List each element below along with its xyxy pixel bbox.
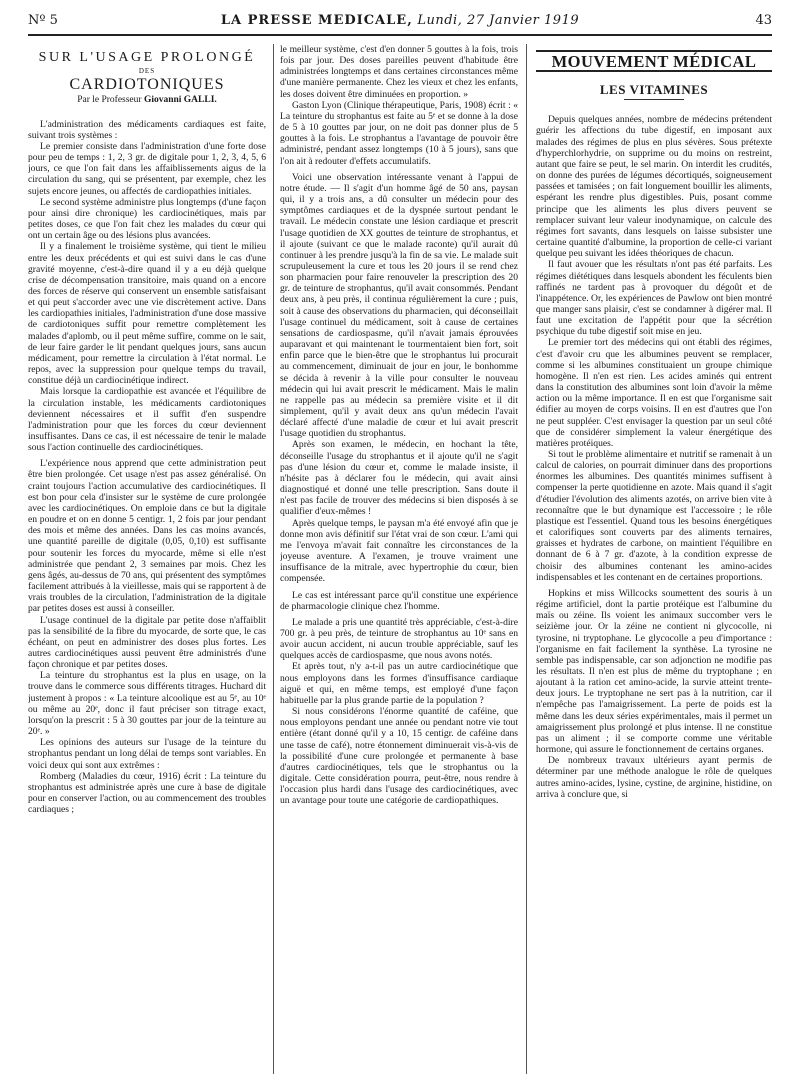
paragraph: Il faut avouer que les résultats n'ont pas été parfaits. Les régimes diététiques dans lesquels abondent les féculents bien raffinés ne tardent pas à provoquer du dégoût et de l'inappétence. Or, les expériences de Pawlow ont bien montré que manger sans plaisir, c'est se condamner à digérer mal. Il faut une excitation de l'appétit pour que la sécrétion psychique du tube digestif soit mise en jeu. xyxy=(536,259,772,338)
paragraph: L'administration des médicaments cardiaques est faite, suivant trois systèmes : xyxy=(28,118,266,141)
article-author: Par le Professeur Giovanni GALLI. xyxy=(77,95,217,106)
page-number: 43 xyxy=(755,12,772,28)
issue-number: Nº 5 xyxy=(28,12,58,28)
paragraph: Si nous considérons l'énorme quantité de caféine, que nous employons pendant une année ou pendant notre vie tout entière (étant donné qu'il y a 10, 15 centigr. de caféine dans une tasse de café), notre étonnement diminuerait vis-à-vis de la possibilité d'une cure prolongée et permanente à base d'autres cardiocinétiques, tels que le strophantus ou la digitale. Cette considération pourra, peut-être, nous rendre à l'occasion plus hardi dans l'usage des cardiocinétiques, avec un avantage pour toute une catégorie de cardiopathiques. xyxy=(280,706,518,807)
paragraph: Après son examen, le médecin, en hochant la tête, déconseille l'usage du strophantus et il ajoute qu'il ne s'agit pas d'une lésion du cœur et, comme le malade insiste, il n'hésite pas à déclarer fou le médecin, qui avait ainsi diagnostiqué et donné une telle prescription. Sans doute il n'est pas facile de trouver des médecins si bien disposés à se qualifier d'eux-mêmes ! xyxy=(280,439,518,518)
paragraph: L'expérience nous apprend que cette administration peut être bien prolongée. Cet usage n'est pas assez généralisé. On craint toujours l'action accumulative des cardiocinétiques. Il est bon pour cela d'insister sur le système de cure prolongée avec les cardiocinétiques. On emploie dans ce but la digitale en poudre et on en donne 5 centigr. 1, 2 fois par jour pendant des mois et même des années. Dans les cas moins avancés, une quantité pareille de digitale (0,05, 0,10) est suffisante pour soutenir les forces du myocarde, même si elle n'est administrée que pendant 2, 3 semaines par mois. Chez les gens âgés, au-dessus de 70 ans, qui présentent des symptômes facilement attribués à la vieillesse, mais qui se rapportent à de vrais troubles de la circulation, l'administration de la digitale par petites doses est aussi à conseiller. xyxy=(28,458,266,615)
article-subtitle: LES VITAMINES xyxy=(599,82,709,98)
article-title-line2: CARDIOTONIQUES xyxy=(69,76,225,94)
column-divider xyxy=(526,44,527,1074)
paragraph: Gaston Lyon (Clinique thérapeutique, Paris, 1908) écrit : « La teinture du strophantus est faite au 5ᵉ et se donne à la dose de 5 à 10 gouttes par jour, on ne doit pas donner plus de 5 gouttes à la fois. Le strophantus a l'avantage de pouvoir être administré, pendant assez longtemps (10 à 5 jours), sans que l'on ait à redouter d'effets accumulatifs. xyxy=(280,99,518,167)
paragraph: Après quelque temps, le paysan m'a été envoyé afin que je donne mon avis définitif sur l'état vrai de son cœur. L'ami qui me l'envoya m'avait fait connaître les circonstances de la joyeuse aventure. A l'examen, je trouve vraiment une insuffisance de la mitrale, avec hypertrophie du cœur, bien compensée. xyxy=(280,517,518,585)
paragraph: Il y a finalement le troisième système, qui tient le milieu entre les deux précédents et qui est suivi dans le cas d'une gravité moyenne, c'est-à-dire quand il y a eu déjà quelque crise de décompensation transitoire, mais quand on a encore des forces de réserve qui conservent un ensemble satisfaisant et qui peut s'accorder avec une vie discrètement active. Dans les cardiopathies initiales, l'administration d'une dose massive de cardiotoniques suffit pour remettre complètement les malades d'aplomb, ou il peut même suffire, comme on le sait, de leur faire garder le lit pendant quelques jours, sans aucun médicament, pour remettre la circulation à l'état normal. Le repos, avec la suppression pour quelque temps du travail, constitue déjà un cardiocinétique indirect. xyxy=(28,241,266,387)
column-2 xyxy=(280,44,518,1076)
paragraph: Voici une observation intéressante venant à l'appui de notre étude. — Il s'agit d'un homme âgé de 50 ans, paysan qui, il y a trois ans, a dû consulter un médecin pour des symptômes cardiaques et de la dyspnée surtout pendant le travail. Le médecin constate une lésion cardiaque et prescrit l'usage quotidien de XX gouttes de teinture de strophantus, et il ajoute (suivant ce que le malade raconte) qu'il aurait dû continuer à les prendre jusqu'à la fin de sa vie. Le malade suit scrupuleusement la cure et tous les 20 jours il se rend chez son pharmacien pour faire renouveler la prescription des 20 gr. de teinture de strophantus, qu'il avait consommés. Pendant deux ans, à peu près, il continua régulièrement la cure ; puis, soit à cause des observations du pharmacien, qui déconseillait l'usage continuel du médicament, soit à cause de certaines sensations de cardiospasme, qu'il n'avait jamais éprouvées auparavant et qui maintenant le tourmentaient bien fort, soit enfin parce que le bien-être que le strophantus lui procurait au commencement, diminuait de jour en jour, le bonhomme se décida à revenir à la ville pour consulter le nouveau médecin qui lui avait prescrit le médicament. Mais le malin ne rappelle pas au médecin sa première visite et il dit simplement, qu'il y avait deux ans qu'un médecin l'avait déclaré affecté d'une maladie de cœur et lui avait prescrit l'usage quotidien du strophantus. xyxy=(280,171,518,440)
paragraph: L'usage continuel de la digitale par petite dose n'affaiblit pas la sensibilité de la fibre du myocarde, de sorte que, le cas échéant, on peut en administrer des doses plus fortes. Les autres cardiocinétiques aussi peuvent être administrés d'une façon chronique et par petites doses. xyxy=(28,614,266,671)
issue-date: Lundi, 27 Janvier 1919 xyxy=(412,12,580,28)
paragraph: Le cas est intéressant parce qu'il constitue une expérience de pharmacologie clinique chez l'homme. xyxy=(280,589,518,612)
article-title-line1: SUR L'USAGE PROLONGÉ xyxy=(38,50,256,65)
paragraph: Les opinions des auteurs sur l'usage de la teinture du strophantus pendant un long délai de temps sont variables. En voici deux qui sont aux extrêmes : xyxy=(28,737,266,771)
paragraph: Romberg (Maladies du cœur, 1916) écrit : La teinture du strophantus est administrée après une cure à base de digitale pour en conserver l'action, ou au commencement des troubles cardiaques ; xyxy=(28,770,266,816)
paragraph: Hopkins et miss Willcocks soumettent des souris à un régime artificiel, dont la partie protéique est l'albumine du maïs ou zéine. Ils voient les animaux succomber vers le seizième jour. Or la zéine ne contient ni glycocolle, ni tyrosine, ni tryptophane. Le glycocolle a peu d'importance : l'organisme en fait facilement la synthèse. La tyrosine ne semble pas indispensable, car son adjonction ne modifie pas les résultats. Il n'en est plus de même du tryptophane ; en ajoutant à la ration cet amino-acide, la survie atteint trente-deux jours. Le tryptophane ne sert pas à la nutrition, car il n'empêche pas l'amaigrissement. La perte de poids est la même dans les deux séries expérimentales, mais il permet un amaigrissement plus prolongé et plus intense. Il ne constitue pas un aliment ; il se comporte comme une véritable hormone, qui assure le fonctionnement de certains organes. xyxy=(536,587,772,756)
paragraph: Le premier tort des médecins qui ont établi des régimes, c'est d'avoir cru que les albumines peuvent se remplacer, comme si les albumines constituaient un groupe chimique homogène. Il n'en est rien. Les acides aminés qui entrent dans la constitution des albumines sont loin d'avoir la même action ou la même importance. Il en est que l'organisme sait édifier au moyen de corps voisins. Il en est d'autres que l'on ne peut suppléer. C'est envisager la question par un seul côté que de considérer simplement la valeur énergétique des matières protéiques. xyxy=(536,337,772,449)
journal-name: LA PRESSE MEDICALE, xyxy=(220,12,413,28)
paragraph: Mais lorsque la cardiopathie est avancée et l'équilibre de la circulation instable, les médicaments cardiotoniques deviennent nécessaires et il suffit d'en suspendre l'administration pour que les forces du cœur deviennent insuffisantes. Dans ce cas, il est nécessaire de tenir le malade sous l'action continuelle des cardiocinétiques. xyxy=(28,386,266,454)
paragraph: Si tout le problème alimentaire et nutritif se ramenait à un calcul de calories, on pourrait diminuer dans des proportions énormes les albumines. Des quantités minimes suffisent à compenser la perte quotidienne en azote. Mais quand il s'agit d'étudier l'évolution des aliments azotés, on arrive bien vite à reconnaître que le but dynamique est l'accessoire ; le rôle plastique est l'essentiel. Quand tous les besoins énergétiques et calorifiques sont couverts par des aliments ternaires, graisses et hydrates de carbone, on maintient l'équilibre en donnant de 6 à 7 gr. d'azote, à la condition expresse de choisir des albumines contenant les amino-acides indispensables et les contenant en de certaines proportions. xyxy=(536,449,772,583)
paragraph: Et après tout, n'y a-t-il pas un autre cardiocinétique que nous employons dans les formes d'insuffisance cardiaque aiguë et qui, en même temps, est employé d'une façon habituelle par la plus grande partie de la population ? xyxy=(280,661,518,706)
column-1 xyxy=(28,44,266,1076)
title-rule xyxy=(624,99,684,100)
paragraph: La teinture du strophantus est la plus en usage, on la trouve dans le commerce sous différents titrages. Huchard dit justement à propos : « La teinture alcoolique est au 5ᵉ, au 10ᵉ ou même au 20ᵉ, donc il faut préciser son titrage exact, lorsqu'on la prescrit : 5 à 30 gouttes par jour de la teinture au 20ᵉ. » xyxy=(28,670,266,738)
paragraph: le meilleur système, c'est d'en donner 5 gouttes à la fois, trois fois par jour. Des doses pareilles peuvent d'habitude être administrées longtemps et dans certaines circonstances même d'une manière permanente. Chez les vieux et chez les enfants, les doses doivent être diminuées en proportion. » xyxy=(280,44,518,100)
paragraph: Le second système administre plus longtemps (d'une façon pour ainsi dire chronique) les cardiocinétiques, mais par petites doses, ce que l'on fait chez les malades du cœur qui ont un certain âge ou des lésions plus avancées. xyxy=(28,196,266,242)
section-heading: MOUVEMENT MÉDICAL xyxy=(536,50,772,72)
paragraph: Depuis quelques années, nombre de médecins prétendent guérir les affections du tube digestif, en imposant aux malades des régimes de plus en plus sévères. Sous prétexte d'hyperchlorhydrie, on supprime ou du moins on restreint, autant que faire se peut, le sel marin. On interdit les crudités, on donne des purées de légumes décortiqués, soigneusement passées et tamisées ; on fait longuement bouillir les aliments, espérant les rendre plus digestibles. Puis, posant comme principe que les aliments les plus divers peuvent se remplacer suivant leur valeur inodynamique, on calcule des régimes fort savants, dans lesquels on laisse subsister une certaine quantité d'albumine, la proportion de celle-ci variant quelque peu suivant les idées théoriques de chacun. xyxy=(536,114,772,260)
paragraph: Le premier consiste dans l'administration d'une forte dose pour peu de temps : 1, 2, 3 gr. de digitale pour 1, 2, 3, 4, 5, 6 jours, ce que l'on fait dans les affaiblissements aigus de la circulation du sang, qui se présentent, par exemple, chez les sujets encore jeunes, ou affectés de cardiopathies initiales. xyxy=(28,140,266,197)
running-head xyxy=(108,13,692,28)
article-title-des: DES xyxy=(138,67,156,76)
column-3 xyxy=(536,44,772,1076)
page-header xyxy=(28,6,772,36)
paragraph: De nombreux travaux ultérieurs ayant permis de déterminer par une méthode analogue le rôle de quelques autres amino-acides, lysine, cystine, de arginine, histidine, on arriva à conclure que, si xyxy=(536,755,772,800)
paragraph: Le malade a pris une quantité très appréciable, c'est-à-dire 700 gr. à peu près, de teinture de strophantus au 10ᵉ sans en avoir aucun accident, ni aucun trouble appréciable, sauf les quelques accès de cardiospasme, que nous avons notés. xyxy=(280,616,518,662)
column-divider xyxy=(273,44,274,1074)
